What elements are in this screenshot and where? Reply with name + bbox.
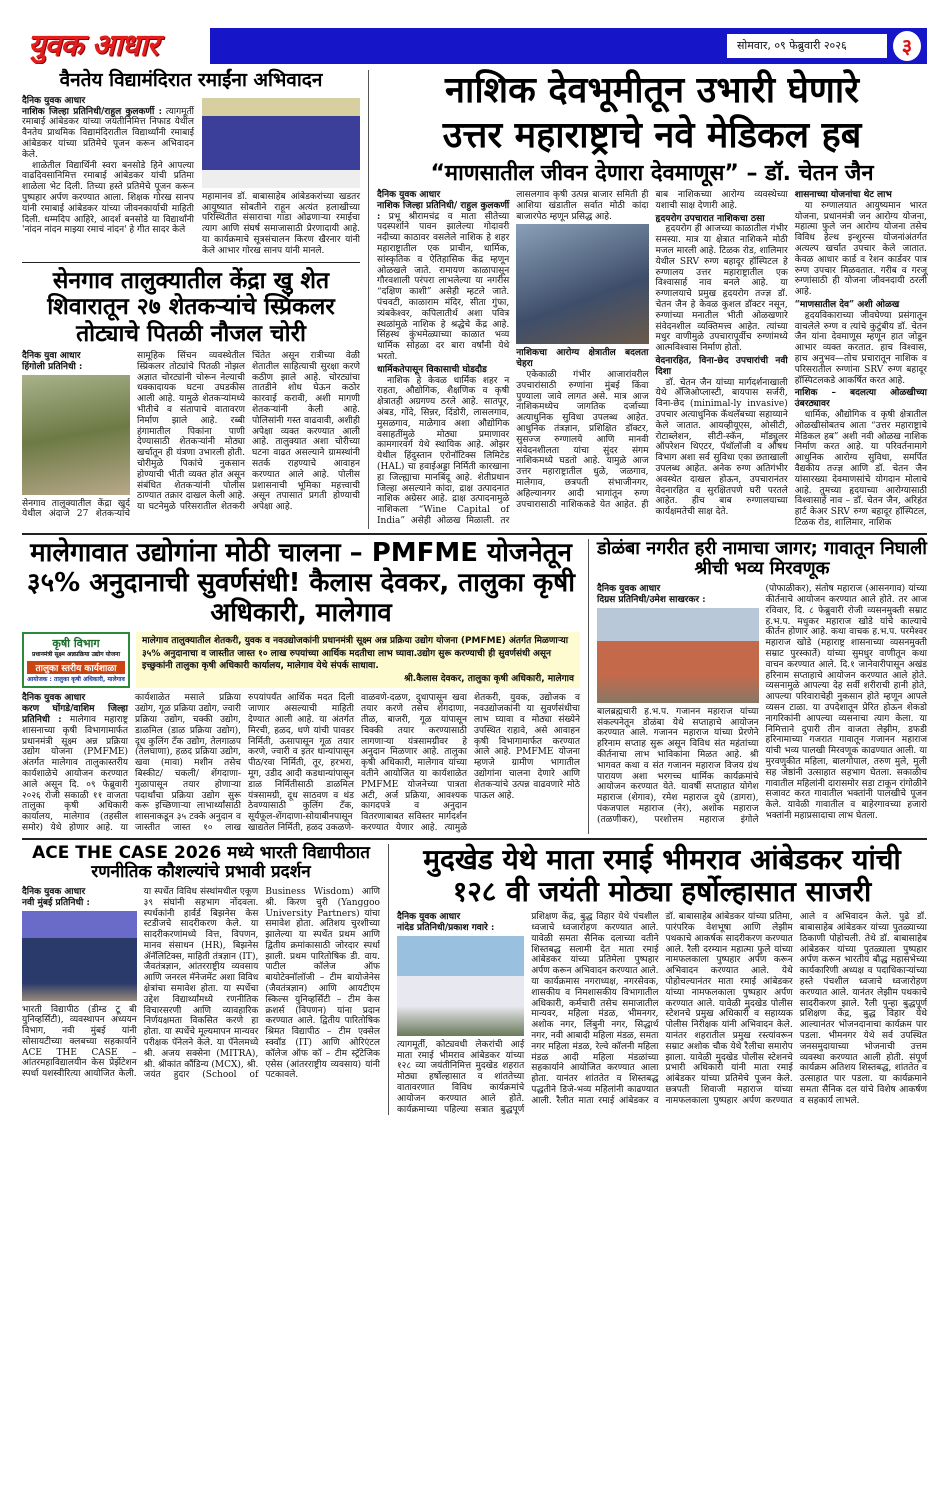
source-label: दैनिक युवक आधार (22, 693, 86, 704)
byline: हिंगोली प्रतिनिधी : (22, 361, 83, 372)
source-label: दैनिक युवक आधार (397, 912, 461, 923)
poster-scheme: प्रधानमंत्री सूक्ष्म अन्नप्रक्रिया उद्योग योजना (31, 651, 121, 659)
paragraph: हृदयरोग ही आजच्या काळातील गंभीर समस्या. मात्र या क्षेत्रात नाशिकने मोठी मजल मारली आहे. टिळक रोड, शालिमार येथील SRV रुग्ण बहादूर हॉस्पिटल हे रुग्णालय उत्तर महाराष्ट्रातील एक विश्वासार्ह नाव बनले आहे. या रुग्णालयाचे प्रमुख हृदयरोग तज्ज्ञ डॉ. चेतन जैन हे केवळ कुशल डॉक्टर नसून, रुग्णांच्या मनातील भीती ओळखणारे संवेदनशील व्यक्तिमत्त्व आहेत. त्यांच्या मधुर वाणीमुळे उपचारापूर्वीच रुग्णांमध्ये आत्मविश्वास निर्माण होतो. (655, 224, 788, 354)
issue-date: सोमवार, ०९ फेब्रुवारी २०२६ (727, 34, 887, 58)
main-subheadline: “माणसातील जीवन देणारा देवमाणूस” – डॉ. चेतन जैन (430, 160, 874, 186)
subheading: धार्मिकतेपासून विकासाची घोडदौड (377, 364, 487, 375)
poster-title: तालुका स्तरीय कार्यशाळा (27, 661, 125, 674)
article-sengaon (22, 268, 360, 521)
poster-dept: कृषी विभाग (52, 637, 100, 651)
source-label: दैनिक युवक आधार (597, 584, 661, 595)
headline-vainatey: वैनतेय विद्यामंदिरात रमाईंना अभिवादन (59, 69, 323, 91)
article-dolamba (597, 539, 927, 826)
subheading: नाशिकचा आरोग्य क्षेत्रातील बदलता चेहरा (516, 348, 649, 370)
article-ace-body (22, 887, 380, 1081)
paragraph: मालेगाव महाराष्ट्र शासनाच्या कृषी विभागामार्फत प्रधानमंत्री सूक्ष्म अन्न प्रक्रिया उद्योग योजना (PMFME) अंतर्गत मालेगाव तालुकास्तरीय कार्यशाळेचे आयोजन करण्यात आले असून दि. ०९ फेब्रुवारी २०२६ रोजी सकाळी ११ वाजता तालुका कृषी अधिकारी कार्यालय, मालेगाव (तहसील समोर) येथे होणार आहे. या कार्यशाळेत मसाले प्रक्रिया उद्योग, गूळ प्रक्रिया उद्योग, ज्वारी प्रक्रिया उद्योग, चक्की उद्योग, डाळमिल (डाळ प्रक्रिया उद्योग), दूध कुलिंग टँक उद्योग, तेलगाळप (तेलघाणा), हळद प्रक्रिया उद्योग, खवा (मावा) मशीन तसेच बिस्कीट/ चकली/ शेंगदाणा-गुळापासून तयार होणाऱ्या पदार्थांचा प्रक्रिया उद्योग सुरू करू इच्छिणाऱ्या लाभार्थ्यांसाठी शासनाकडून ३५ टक्के अनुदान व जास्तीत जास्त १० लाख रुपयांपर्यंत आर्थिक मदत दिली जाणार असल्याची माहिती देण्यात आली आहे. या अंतर्गत मिरची, हळद, धणे यांची पावडर निर्मिती, ऊसापासून गूळ तयार करणे, ज्वारी व इतर धान्यांपासून पीठ/रवा निर्मिती, तूर, हरभरा, मूग, उडीद आदी कडधान्यांपासून डाळ निर्मितीसाठी डाळमिल यंत्रसामग्री, दूध साठवण व थंड ठेवण्यासाठी कुलिंग टँक, सूर्यफूल-शेंगदाणा-सोयाबीनपासून खाद्यतेल निर्मिती, हळद उकळणे-वाळवणे-दळण, दुधापासून खवा तयार करणे तसेच शेंगदाणा, तीळ, बाजरी, गूळ यांपासून चिक्की तयार करण्यासाठी लागणाऱ्या यंत्रसामग्रीवर हे अनुदान मिळणार आहे. तालुका कृषी अधिकारी, मालेगाव यांच्या वतीने आयोजित या कार्यशाळेत PMFME योजनेच्या पात्रता अटी, अर्ज प्रक्रिया, आवश्यक कागदपत्रे व अनुदान वितरणाबाबत सविस्तर मार्गदर्शन करण्यात येणार आहे. त्यामुळे शेतकरी, युवक, उद्योजक व नवउद्योजकांनी या सुवर्णसंधीचा लाभ घ्यावा व मोठ्या संख्येने उपस्थित राहावे, असे आवाहन कृषी विभागामार्फत करण्यात आले आहे. PMFME योजना म्हणजे ग्रामीण भागातील उद्योगांना चालना देणारे आणि शेतकऱ्यांचे उत्पन्न वाढवणारे मोठे पाऊल आहे. (22, 693, 580, 834)
notice-text: मालेगाव तालुक्यातील शेतकरी, युवक व नवउद्योजकांनी प्रधानमंत्री सूक्ष्म अन्न प्रक्रिया उद्योग योजना (PMFME) अंतर्गत मिळणाऱ्या ३५% अनुदानाचा व जास्तीत जास्त १० लाख रुपयांच्या आर्थिक मदतीचा लाभ घ्यावा.उद्योग सुरू करण्याची ही सुवर्णसंधी असून इच्छुकांनी तालुका कृषी अधिकारी कार्यालय, मालेगाव येथे संपर्क साधावा. (142, 636, 569, 672)
masthead (22, 28, 927, 64)
main-headline-line1: नाशिक देवभूमीतून उभारी घेणारे (445, 70, 859, 111)
notice-signature: श्री.कैलास देवकर, तालुका कृषी अधिकारी, मालेगाव (404, 673, 574, 684)
photo-caption: महामानव डॉ. बाबासाहेब आंबेडकरांच्या खडतर आयुष्यात सोबतीने राहून अत्यंत हलाखीच्या परिस्थितीत संसाराचा गाडा ओढणाऱ्या रमाईचा त्याग आणि संघर्ष समाजासाठी प्रेरणादायी आहे. या कार्यक्रमाचे सूत्रसंचालन किरण खैरनार यांनी केले आभार गोरख सानप यांनी मानले. (202, 191, 360, 256)
top-row (22, 70, 927, 529)
students-photo (202, 98, 360, 188)
article-malegaon-body (22, 693, 580, 833)
divider (22, 838, 927, 840)
divider (22, 262, 360, 263)
paragraph: धार्मिक, औद्योगिक व कृषी क्षेत्रातील ओळखीसोबतच आता “उत्तर महाराष्ट्राचे मेडिकल हब” अशी नवी ओळख नाशिक निर्माण करत आहे. या परिवर्तनामागे आधुनिक आरोग्य सुविधा, समर्पित वैद्यकीय तज्ज्ञ आणि डॉ. चेतन जैन यांसारख्या देवमाणसांचे योगदान मोलाचे आहे. तुमच्या हृदयाच्या आरोग्यासाठी विश्वासार्ह नाव – डॉ. चेतन जैन, अरिहंत हार्ट केअर SRV रुग्ण बहादूर हॉस्पिटल, टिळक रोड, शालिमार, नाशिक (794, 410, 927, 528)
article-vainatey (22, 70, 360, 257)
main-article-body (377, 190, 927, 529)
award-ceremony-photo (22, 911, 137, 1001)
main-headline-line2: उत्तर महाराष्ट्राचे नवे मेडिकल हब (442, 115, 862, 157)
subheading: शासनाच्या योजनांचा थेट लाभ (794, 190, 892, 201)
subheading: “माणसातील देव” अशी ओळख (794, 300, 900, 311)
paragraph: बालब्रह्मचारी ह.भ.प. गजानन महाराज यांच्या संकल्पनेतून डोळंबा येथे सप्ताहाचे आयोजन करण्यात आले. गजानन महाराज यांच्या प्रेरणेने हरिनाम सप्ताह सुरू असून विविध संत महंतांच्या कीर्तनाचा लाभ भाविकांना मिळत आहे. श्री भागवत कथा व संत गजानन महाराज विजय ग्रंथ पारायण अशा भरगच्च धार्मिक कार्यक्रमांचे आयोजन करण्यात येते. यावर्षी सप्ताहात योगेश महाराज (शेगाव), रमेश महाराज दुधे (डागरा), पंकजपाल महाराज (नेर), अशोक महाराज (तळणीकर), परशोत्तम महाराज इंगोले (पोफाळीकर), संतोष महाराज (आसनगाव) यांच्या कीर्तनाचे आयोजन करण्यात आले होते. तर आज रविवार, दि. ८ फेब्रुवारी रोजी व्यसनमुक्ती सम्राट ह.भ.प. मधुकर महाराज खोडे यांचे काल्याचे कीर्तन होणार आहे. कथा वाचक ह.भ.प. परमेश्वर महाराज खोडे (महाराष्ट्र शासनाच्या व्यसनमुक्ती सम्राट पुरस्कार्ते) यांच्या सुमधुर वाणीतून कथा वाचन करण्यात आले. दि.१ जानेवारीपासून अखंड हरिनाम सप्ताहाचे आयोजन करण्यात आले होते. व्यसनामुळे आपल्या देह सर्वी शरीराची हानी होते, आपल्या परिवाराचेही नुकसान होते म्हणून आपले व्यसन टाळा. या उपदेशातून प्रेरित होऊन शेकडो नागरिकांनी आपल्या व्यसनाचा त्याग केला. या निमित्ताने दुपारी तीन वाजता लेझीम, डफडी हरिनामाच्या गजरात गावातून गजानन महाराज यांची भव्य पालखी मिरवणूक काढण्यात आली. या मुरवणुकीत महिला, बालगोपाल, तरुण मुले, मुली सह जेष्ठांनी उत्साहात सहभाग घेतला. सकाळीच गावातील महिलांनी दारासमोर सडा टाकून रांगोळीने सजावट करत गावातील भक्तांनी पालखीचे पूजन केले. यावेळी गावातील व बाहेरगावच्या हजारो भक्तांनी महाप्रसादाचा लाभ घेतला. (597, 584, 927, 825)
divider (368, 70, 369, 529)
headline-dolamba: डोळंबा नगरीत हरी नामाचा जागर; गावातून निघाली श्रीची भव्य मिरवणूक (597, 537, 927, 580)
divider (588, 539, 589, 834)
article-sengaon-body (22, 351, 360, 520)
notice-box (136, 632, 580, 688)
source-label: दैनिक युवक आधार (377, 190, 441, 201)
source-label: दैनिक युवक आधार (22, 886, 86, 897)
article-nashik-medical-hub (377, 70, 927, 529)
article-vainatey-body (22, 96, 194, 257)
byline: नाशिक जिल्हा प्रतिनिधी/ राहुल कुलकर्णी : (377, 200, 510, 222)
poster-organizer: आयोजक : तालुका कृषी अधिकारी, मालेगाव (27, 676, 125, 684)
newspaper-logo: युवक आधार (22, 28, 210, 64)
article-malegaon (22, 539, 580, 834)
jayanti-photo (397, 936, 524, 1036)
byline: नाशिक जिल्हा प्रतिनिधी/राहुल कुलकर्णी : (22, 106, 162, 117)
procession-photo (597, 608, 759, 703)
headline-sengaon: सेनगाव तालुक्यातील केंद्रा खु शेत शिवारातून २७ शेतकऱ्यांचे स्प्रिंकलर तोट्याचे पितळी नौजल चोरी (47, 267, 335, 347)
paragraph: शाळेतील विद्यार्थिनी स्वरा बनसोडे हिने आपल्या वाढदिवसानिमित्त रमाबाई आंबेडकर यांची प्रतिमा शाळेला भेट दिली. तिच्या हस्ते प्रतिमेचे पूजन करून पुष्पहार अर्पण करण्यात आला. शिक्षक गोरख सानप यांनी रमाबाई आंबेडकर यांच्या जीवनकार्याची माहिती दिली. धम्मदिप आहिरे, आदर्श बनसोडे या विद्यार्थांनी 'नांदन नांदन माझ्या रमाचं नांदन' हे गीत सादर केले (22, 160, 194, 236)
paragraph: या रुग्णालयात आयुष्यमान भारत योजना, प्रधानमंत्री जन आरोग्य योजना, महात्मा फुले जन आरोग्य योजना तसेच विविध हेल्थ इन्शुरन्स योजनांअंतर्गत अत्यल्प खर्चात उपचार केले जातात. केवळ आधार कार्ड व रेशन कार्डवर पात्र रुग्ण उपचार मिळवतात. गरीब व गरजू रुग्णांसाठी ही योजना जीवनदायी ठरली आहे. (794, 200, 927, 298)
workshop-poster (22, 632, 130, 688)
subheading: वेदनारहित, विना-छेद उपचारांची नवी दिशा (655, 356, 788, 377)
doctor-photo (516, 224, 648, 344)
middle-row (22, 539, 927, 834)
byline: नवी मुंबई प्रतिनिधी : (22, 897, 90, 908)
paragraph: त्यागमूर्ती, कोट्यवधी लेकरांची आई माता रमाई भीमराव आंबेडकर यांच्या १२८ व्या जयंतीनिमित्त मुदखेड शहरात मोठ्या हर्षोल्हासात व शांततेच्या वातावरणात विविध कार्यक्रमांचे आयोजन करण्यात आले होते. कार्यक्रमाच्या पहिल्या सत्रात बुद्धपूर्ण प्रशिक्षण केंद्र, बुद्ध विहार येथे पंचशील ध्वजाचे ध्वजारोहण करण्यात आले. यावेळी समता सैनिक दलाच्या वतीने शिस्तबद्ध सलामी देत माता रमाई आंबेडकर यांच्या प्रतिमेला पुष्पहार अर्पण करून अभिवादन करण्यात आले. या कार्यक्रमास नगराध्यक्ष, नगरसेवक, शासकीय व निमशासकीय विभागातील अधिकारी, कर्मचारी तसेच समाजातील मान्यवर, महिला मंडळ, भीमनगर, अशोक नगर, लिंबुनी नगर, सिद्धार्थ नगर, नवी आबादी महिला मंडळ, समता नगर महिला मंडळ, रेल्वे कॉलनी महिला मंडळ आदी महिला मंडळांच्या सहकार्याने आयोजित करण्यात आला होता. यानंतर शांततेत व शिस्तबद्ध पद्धतीने डिजे-भव्य महिलांनी काढण्यात आली. रैलीत माता रमाई आंबेडकर व डॉ. बाबासाहेब आंबेडकर यांच्या प्रतिमा, पारंपरिक वेशभूषा आणि लेझीम पथकाचे आकर्षक सादरीकरण करण्यात आले. रैली दरम्यान महात्मा फुले यांच्या नामफलकाला पुष्पहार अर्पण करून अभिवादन करण्यात आले. येथे पोहोचल्यानंतर माता रमाई आंबेडकर यांच्या नामफलकाला पुष्पहार अर्पण करण्यात आले. यावेळी मुदखेड पोलीस स्टेशनचे प्रमुख अधिकारी व सहाय्यक पोलीस निरीक्षक यांनी अभिवादन केले. यानंतर शहरातील प्रमुख रस्त्यांवरून सम्राट अशोक चौक येथे रैलीचा समारोप झाला. यावेळी मुदखेड पोलीस स्टेशनचे प्रभारी अधिकारी यांनी माता रमाई आंबेडकर यांच्या प्रतिमेचे पूजन केले. छत्रपती शिवाजी महाराज यांच्या नामफलकाला पुष्पहार अर्पण करण्यात आले व अभिवादन केले. पुढे डॉ. बाबासाहेब आंबेडकर यांच्या पुतळ्याच्या ठिकाणी पोहोचली. तेथे डॉ. बाबासाहेब आंबेडकर यांच्या पुतळ्याला पुष्पहार अर्पण करून भारतीय बौद्ध महासभेच्या कार्यकारिणी अध्यक्ष व पदाधिकाऱ्यांच्या हस्ते पंचशील ध्वजाचे ध्वजारोहण करण्यात आले. यानंतर लेझीम पथकाचे सादरीकरण झाले. रैली पुन्हा बुद्धपूर्ण प्रशिक्षण केंद्र, बुद्ध विहार येथे आल्यानंतर भोजनदानाचा कार्यक्रम पार पडला. भीमनगर येथे सर्व उपस्थित जनसमुदायाच्या भोजनाची उत्तम व्यवस्था करण्यात आली होती. संपूर्ण कार्यक्रम अतिशय शिस्तबद्ध, शांततेत व उत्साहात पार पडला. या कार्यक्रमाने समता सैनिक दल यांचे विशेष आकर्षण व सहकार्य लाभले. (397, 912, 927, 1115)
paragraph: प्रभू श्रीरामचंद्र व माता सीतेच्या पदस्पर्शाने पावन झालेल्या गोदावरी नदीच्या काठावर वसलेले नाशिक हे शहर महाराष्ट्रातील एक प्राचीन, धार्मिक, सांस्कृतिक व ऐतिहासिक केंद्र म्हणून ओळखले जाते. रामायण काळापासून गौरवशाली परंपरा लाभलेल्या या नगरीस “दक्षिण काशी” असेही म्हटले जाते. पंचवटी, काळाराम मंदिर, सीता गुंफा, त्र्यंबकेश्वर, कपिलातीर्थ अशा पवित्र स्थळांमुळे नाशिक हे श्रद्धेचे केंद्र आहे. सिंहस्थ कुंभमेळ्याच्या काळात भव्य धार्मिक सोहळा दर बारा वर्षांनी येथे भरतो. (377, 211, 510, 363)
subheading: नाशिक – बदलत्या ओळखीच्या उंबरठ्यावर (794, 388, 927, 410)
paragraph: एकेकाळी गंभीर आजारांवरील उपचारांसाठी रुग्णांना मुंबई किंवा पुण्याला जावे लागत असे. मात्र आज नाशिकमध्येच जागतिक दर्जाच्या अत्याधुनिक सुविधा उपलब्ध आहेत. आधुनिक तंत्रज्ञान, प्रशिक्षित डॉक्टर, सुसज्ज रुग्णालये आणि मानवी संवेदनशीलता यांचा सुंदर संगम नाशिकमध्ये घडतो आहे. यामुळे आज उत्तर महाराष्ट्रातील धुळे, जळगाव, मालेगाव, छत्रपती संभाजीनगर, अहिल्यानगर आदी भागांतून रुग्ण उपचारासाठी नाशिककडे येत आहेत. ही बाब नाशिकच्या आरोग्य व्यवस्थेच्या यशाची साक्ष देणारी आहे. (516, 190, 788, 510)
headline-mudkhed: मुदखेड येथे माता रमाई भीमराव आंबेडकर यांची १२८ वी जयंती मोठ्या हर्षोल्हासात साजरी (423, 842, 901, 908)
source-label: दैनिक युवक आधार (22, 95, 86, 106)
paragraph: सेनगाव तालुक्यातील केंद्रा खुर्द येथील अंदाजे 27 शेतकऱ्यांचे सामूहिक सिंचन व्यवस्थेतील स्प्रिंकलर तोट्यांचे पितळी नोझल अज्ञात चोरट्यांनी चोरून नेल्याची धक्कादायक घटना उघडकीस आली आहे. यामुळे शेतकऱ्यांमध्ये भीतीचे व संतापाचे वातावरण निर्माण झाले आहे. रब्बी हंगामातील पिकांना पाणी देण्यासाठी शेतकऱ्यांनी मोठ्या खर्चातून ही यंत्रणा उभारली होती. चोरीमुळे पिकांचे नुकसान होण्याची भीती व्यक्त होत असून संबंधित शेतकऱ्यांनी पोलीस ठाण्यात तक्रार दाखल केली आहे. या घटनेमुळे परिसरातील शेतकरी चिंतेत असून रात्रीच्या वेळी शेतातील साहित्याची सुरक्षा करणे कठीण झाले आहे. चोरट्यांचा तातडीने शोध घेऊन कठोर कारवाई करावी, अशी मागणी शेतकऱ्यांनी केली आहे. पोलिसांनी गस्त वाढवावी, अशीही अपेक्षा व्यक्त करण्यात आली आहे. तालुक्यात अशा चोरीच्या घटना वाढत असल्याने ग्रामस्थांनी सतर्क राहण्याचे आवाहन करण्यात आले आहे. पोलीस प्रशासनाची भूमिका महत्त्वाची असून तपासात प्रगती होण्याची अपेक्षा आहे. (22, 350, 360, 520)
headline-malegaon: मालेगावात उद्योगांना मोठी चालना – PMFME योजनेतून ३५% अनुदानाची सुवर्णसंधी! कैलास देवकर, तालुका कृषी अधिकारी, मालेगाव (27, 537, 575, 628)
paragraph: डॉ. चेतन जैन यांच्या मार्गदर्शनाखाली येथे अँजिओप्लास्टी, बायपास सर्जरी, विना-छेद (minimal-ly invasive) उपचार अत्याधुनिक कॅथलॅबच्या सहाय्याने केले जातात. आयव्हीयूएस, ओसीटी, रोटाब्लेशन, सीटी-स्कॅन, मॉड्युलर ऑपरेशन थिएटर, पॅथॉलॉजी व औषध विभाग अशा सर्व सुविधा एका छताखाली उपलब्ध आहेत. अनेक रुग्ण अतिगंभीर अवस्थेत दाखल होऊन, उपचारानंतर वेदनारहित व सुरक्षितपणे घरी परतले आहेत. हीच बाब रुग्णालयाच्या कार्यक्षमतेची साक्ष देते. (655, 377, 788, 518)
paragraph: भारती विद्यापीठ (डीम्ड टू बी युनिव्हर्सिटी), व्यवस्थापन अध्ययन विभाग, नवी मुंबई यांनी सोसायटीच्या क्लबच्या सहकार्याने ACE THE CASE – आंतरमहाविद्यालयीन केस प्रेझेंटेशन स्पर्धा यशस्वीरित्या आयोजित केली. या स्पर्धेत विविध संस्थांमधील एकूण ३९ संघांनी सहभाग नोंदवला. स्पर्धकांनी हार्वर्ड बिझनेस केस स्टडीजचे सादरीकरण केले. या सादरीकरणांमध्ये वित्त, विपणन, मानव संसाधन (HR), बिझनेस ॲनॅलिटिक्स, माहिती तंत्रज्ञान (IT), जैवतंत्रज्ञान, आंतरराष्ट्रीय व्यवसाय आणि जनरल मॅनेजमेंट अशा विविध क्षेत्रांचा समावेश होता. या स्पर्धेचा उद्देश विद्यार्थ्यांमध्ये रणनीतिक विचारसरणी आणि व्यावहारिक निर्णयक्षमता विकसित करणे हा होता. या स्पर्धेचे मूल्यमापन मान्यवर परीक्षक पॅनेलने केले. या पॅनेलमध्ये श्री. अजय सक्सेना (MITRA), श्री. श्रीकांत कौंडिन्य (MCX), श्री. जयंत हुदार (School of Business Wisdom) आणि श्री. किरण चुरी (Yanggoo University Partners) यांचा समावेश होता. अतिशय चुरशीच्या झालेल्या या स्पर्धेत प्रथम आणि द्वितीय क्रमांकासाठी जोरदार स्पर्धा झाली. प्रथम पारितोषिक डी. वाय. पाटील कॉलेज ऑफ बायोटेक्नॉलॉजी – टीम बायोजेनेस (जैवतंत्रज्ञान) आणि आयटीएम स्किल्स युनिव्हर्सिटी – टीम केस क्रशर्स (विपणन) यांना प्रदान करण्यात आले. द्वितीय पारितोषिक श्रिमत विद्यापीठ – टीम एक्सेल स्क्वॉड (IT) आणि ओरिएंटल कॉलेज ऑफ कॉ – टीम स्ट्रॅटेजिक एसेस (आंतरराष्ट्रीय व्यवसाय) यांनी पटकावले. (22, 886, 380, 1081)
article-mudkhed-body (397, 912, 927, 1115)
subheading: हृदयरोग उपचारात नाशिकचा ठसा (655, 213, 765, 224)
paragraph: त्यागमूर्ती रमाबाई आंबेडकर यांच्या जयंतीनिमित्त निफाड येथील वैनतेय प्राथमिक विद्यामंदिरातील विद्यार्थ्यांनी रमाबाई आंबेडकर यांच्या प्रतिमेचे पूजन करून अभिवादन केले. (22, 106, 194, 160)
divider (22, 533, 927, 535)
byline: नांदेड प्रतिनिधी/प्रकाश गवारे : (397, 922, 495, 933)
divider (388, 844, 389, 1116)
bottom-row (22, 844, 927, 1116)
source-label: दैनिक युवा आधार (22, 350, 81, 361)
byline: करण घोंगडे/वाशिम जिल्हा प्रतिनिधी : (22, 704, 128, 726)
sprinkler-photo (22, 375, 130, 495)
article-mudkhed (397, 844, 927, 1116)
page-number: ३ (893, 31, 921, 61)
article-dolamba-body (597, 584, 927, 825)
article-ace-the-case (22, 844, 380, 1081)
paragraph: नाशिक हे केवळ धार्मिक शहर न राहता, औद्योगिक, शैक्षणिक व कृषी क्षेत्रातही अग्रगण्य ठरले आहे. सातपूर, अंबड, गोंदे, सिन्नर, दिंडोरी, लासलगाव, मुसळगाव, माळेगाव अशा औद्योगिक वसाहतींमुळे मोठ्या प्रमाणावर कामगारवर्ग येथे स्थायिक आहे. ओझर येथील हिंदुस्तान एरोनॉटिक्स लिमिटेड (HAL) चा हवाईअड्डा निर्मिती कारखाना हा जिल्ह्याचा मानबिंदू आहे. शेतीप्रधान जिल्हा असल्याने कांदा, द्राक्ष उत्पादनात नाशिक अग्रेसर आहे. द्राक्ष उत्पादनामुळे नाशिकला “Wine Capital of India” असेही ओळख मिळाली. तर लासलगाव कृषी उत्पन्न बाजार समिती ही आशिया खंडातील सर्वात मोठी कांदा बाजारपेठ म्हणून प्रसिद्ध आहे. (377, 190, 649, 526)
headline-ace-the-case: ACE THE CASE 2026 मध्ये भारती विद्यापीठात रणनीतिक कौशल्यांचे प्रभावी प्रदर्शन (32, 842, 370, 883)
byline: दिग्रस प्रतिनिधी/उमेश साखरकर : (597, 594, 706, 605)
paragraph: हृदयविकाराच्या जीवघेण्या प्रसंगातून वाचलेले रुग्ण व त्यांचे कुटुंबीय डॉ. चेतन जैन यांना देवमाणूस म्हणून हात जोडून आभार व्यक्त करतात. हाच विश्वास, हाच अनुभव—तोच प्रचारातून नाशिक व परिसरातील रुग्णांना SRV रुग्ण बहादूर हॉस्पिटलकडे आकर्षित करत आहे. (794, 310, 927, 386)
left-stack (22, 70, 360, 520)
